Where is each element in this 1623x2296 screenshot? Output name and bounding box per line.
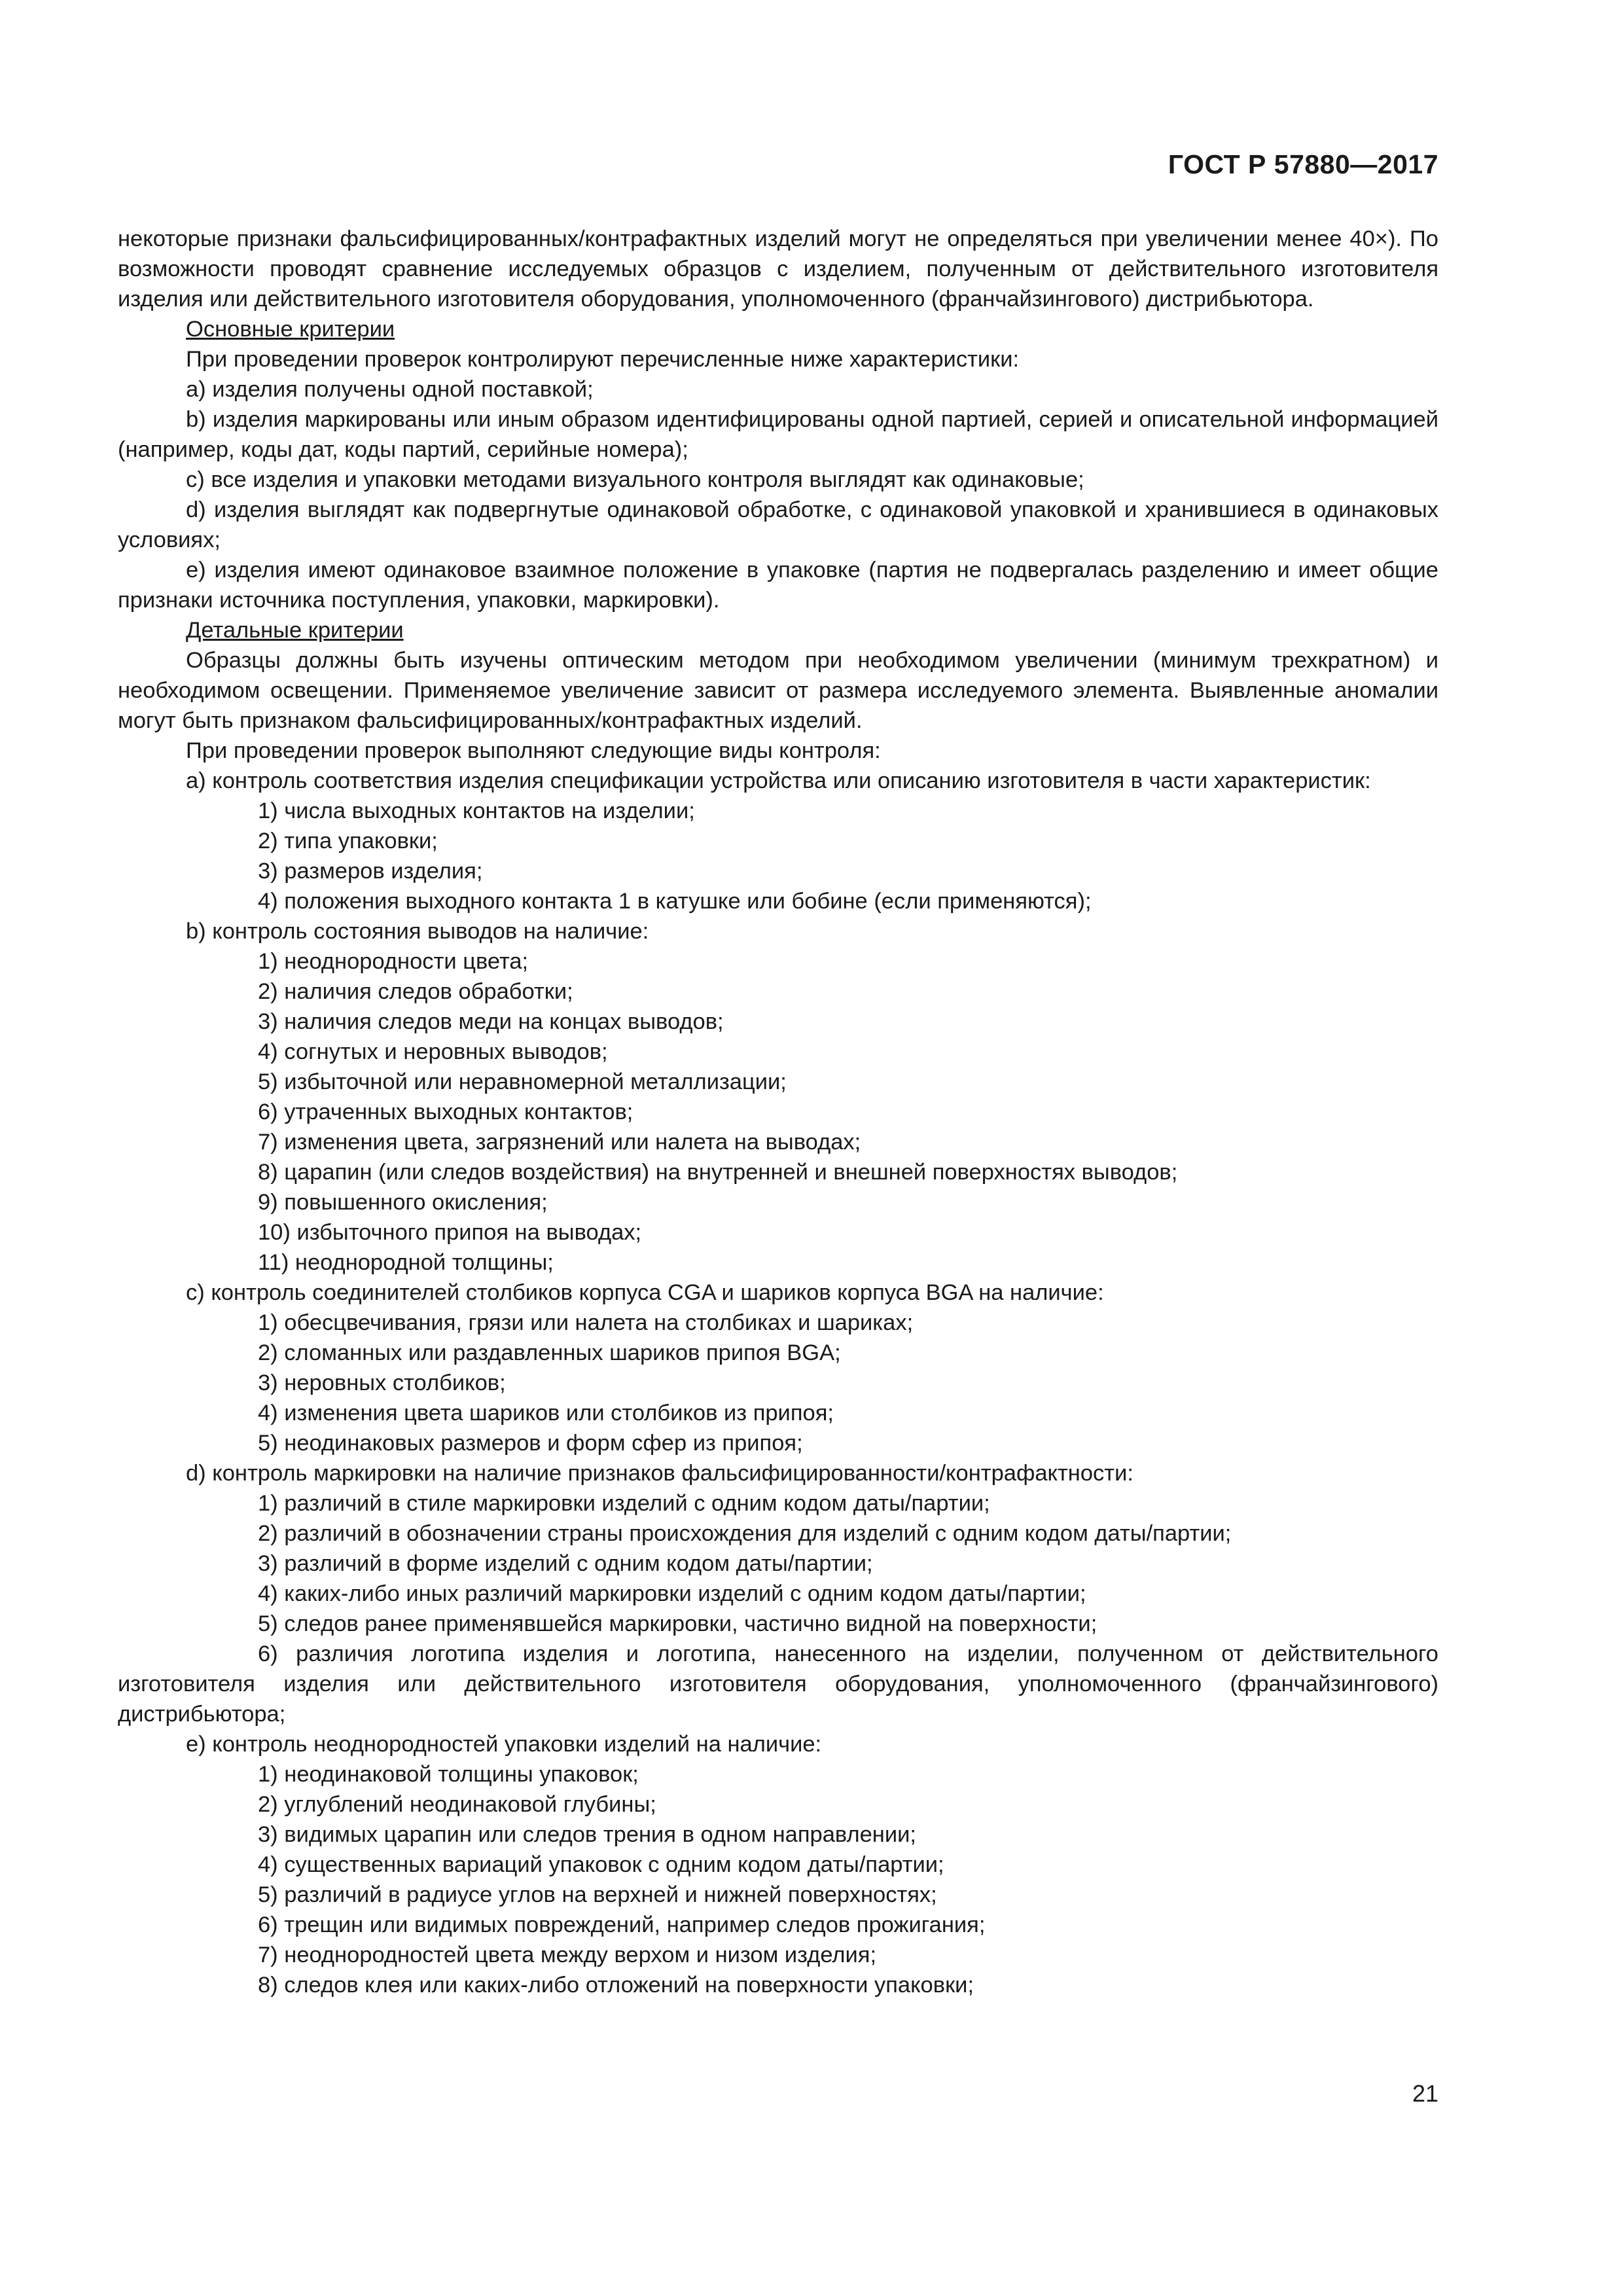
control-subitem: 5) следов ранее применявшейся маркировки, частично видной на поверхности; [258, 1611, 1097, 1636]
control-subitem: 4) положения выходного контакта 1 в катушке или бобине (если применяются); [258, 889, 1092, 914]
page-content [118, 224, 1438, 2000]
control-subitem: 7) неоднородностей цвета между верхом и низом изделия; [258, 1943, 877, 1967]
control-group-label: c) контроль соединителей столбиков корпуса CGA и шариков корпуса BGA на наличие: [186, 1280, 1104, 1305]
control-subitem: 2) различий в обозначении страны происхождения для изделий с одним кодом даты/партии; [258, 1521, 1232, 1546]
control-subitem: 8) следов клея или каких-либо отложений на поверхности упаковки; [258, 1973, 974, 1998]
control-group-label: e) контроль неоднородностей упаковки изделий на наличие: [186, 1732, 822, 1757]
basic-item: d) изделия выглядят как подвергнутые одинаковой обработке, с одинаковой упаковкой и хранившиеся в одинаковых условиях; [118, 497, 1438, 552]
basic-criteria-lead: При проведении проверок контролируют перечисленные ниже характеристики: [186, 347, 1020, 372]
control-subitem: 3) видимых царапин или следов трения в одном направлении; [258, 1822, 916, 1847]
control-group-label: d) контроль маркировки на наличие признаков фальсифицированности/контрафактности: [186, 1461, 1133, 1486]
basic-item: c) все изделия и упаковки методами визуального контроля выглядят как одинаковые; [186, 467, 1084, 492]
control-subitem: 6) трещин или видимых повреждений, например следов прожигания; [258, 1912, 986, 1937]
control-subitem: 5) неодинаковых размеров и форм сфер из припоя; [258, 1431, 803, 1456]
control-subitem: 1) обесцвечивания, грязи или налета на столбиках и шариках; [258, 1310, 914, 1335]
control-subitem: 2) углублений неодинаковой глубины; [258, 1792, 656, 1817]
control-subitem: 4) изменения цвета шариков или столбиков из припоя; [258, 1401, 834, 1426]
control-subitem: 8) царапин (или следов воздействия) на внутренней и внешней поверхностях выводов; [258, 1160, 1178, 1185]
control-group-label: b) контроль состояния выводов на наличие: [186, 919, 649, 944]
control-subitem: 4) каких-либо иных различий маркировки изделий с одним кодом даты/партии; [258, 1581, 1086, 1606]
control-group-label: a) контроль соответствия изделия спецификации устройства или описанию изготовителя в части характеристик: [186, 768, 1371, 793]
control-subitem: 3) различий в форме изделий с одним кодом даты/партии; [258, 1551, 873, 1576]
control-subitem: 2) типа упаковки; [258, 829, 438, 853]
basic-item: e) изделия имеют одинаковое взаимное положение в упаковке (партия не подвергалась разделению и имеет общие признаки источника поступления, упаковки, маркировки). [118, 558, 1438, 613]
control-subitem: 3) размеров изделия; [258, 859, 483, 884]
basic-item: a) изделия получены одной поставкой; [186, 377, 594, 402]
control-subitem: 2) наличия следов обработки; [258, 979, 573, 1004]
control-subitem: 2) сломанных или раздавленных шариков припоя BGA; [258, 1340, 841, 1365]
control-subitem: 3) наличия следов меди на концах выводов; [258, 1009, 724, 1034]
control-subitem: 6) утраченных выходных контактов; [258, 1100, 633, 1124]
control-subitem: 10) избыточного припоя на выводах; [258, 1220, 642, 1245]
control-subitem: 4) существенных вариаций упаковок с одним кодом даты/партии; [258, 1852, 944, 1877]
control-subitem: 1) неодинаковой толщины упаковок; [258, 1762, 639, 1787]
page-number: 21 [1412, 2080, 1438, 2107]
control-subitem: 7) изменения цвета, загрязнений или налета на выводах; [258, 1130, 861, 1155]
control-subitem: 5) избыточной или неравномерной металлизации; [258, 1069, 787, 1094]
control-subitem: 9) повышенного окисления; [258, 1190, 548, 1215]
detailed-criteria-heading: Детальные критерии [186, 618, 404, 643]
intro-paragraph: некоторые признаки фальсифицированных/контрафактных изделий могут не определяться при увеличении менее 40×). По возможности проводят сравнение исследуемых образцов с изделием, полученным от действительного изготовителя изделия или действительного изготовителя оборудования, уполномоченного (франчайзингового) дистрибьютора. [118, 226, 1438, 312]
control-subitem: 3) неровных столбиков; [258, 1371, 506, 1395]
basic-item: b) изделия маркированы или иным образом идентифицированы одной партией, серией и описательной информацией (например, коды дат, коды партий, серийные номера); [118, 407, 1438, 462]
basic-criteria-heading: Основные критерии [186, 317, 395, 342]
control-subitem: 4) согнутых и неровных выводов; [258, 1039, 608, 1064]
control-subitem: 1) числа выходных контактов на изделии; [258, 798, 695, 823]
control-subitem: 1) различий в стиле маркировки изделий с одним кодом даты/партии; [258, 1491, 990, 1516]
control-subitem: 5) различий в радиусе углов на верхней и нижней поверхностях; [258, 1882, 937, 1907]
document-header: ГОСТ Р 57880—2017 [1168, 149, 1438, 179]
detailed-paragraph: При проведении проверок выполняют следующие виды контроля: [186, 738, 881, 763]
control-subitem: 6) различия логотипа изделия и логотипа, нанесенного на изделии, полученном от действительного изготовителя изделия или действительного изготовителя оборудования, уполномоченного (франчайзингового) дистрибьютора; [118, 1641, 1438, 1727]
detailed-paragraph: Образцы должны быть изучены оптическим методом при необходимом увеличении (минимум трехкратном) и необходимом освещении. Применяемое увеличение зависит от размера исследуемого элемента. Выявленные аномалии могут быть признаком фальсифицированных/контрафактных изделий. [118, 648, 1438, 733]
control-subitem: 11) неоднородной толщины; [258, 1250, 554, 1275]
control-subitem: 1) неоднородности цвета; [258, 949, 529, 974]
